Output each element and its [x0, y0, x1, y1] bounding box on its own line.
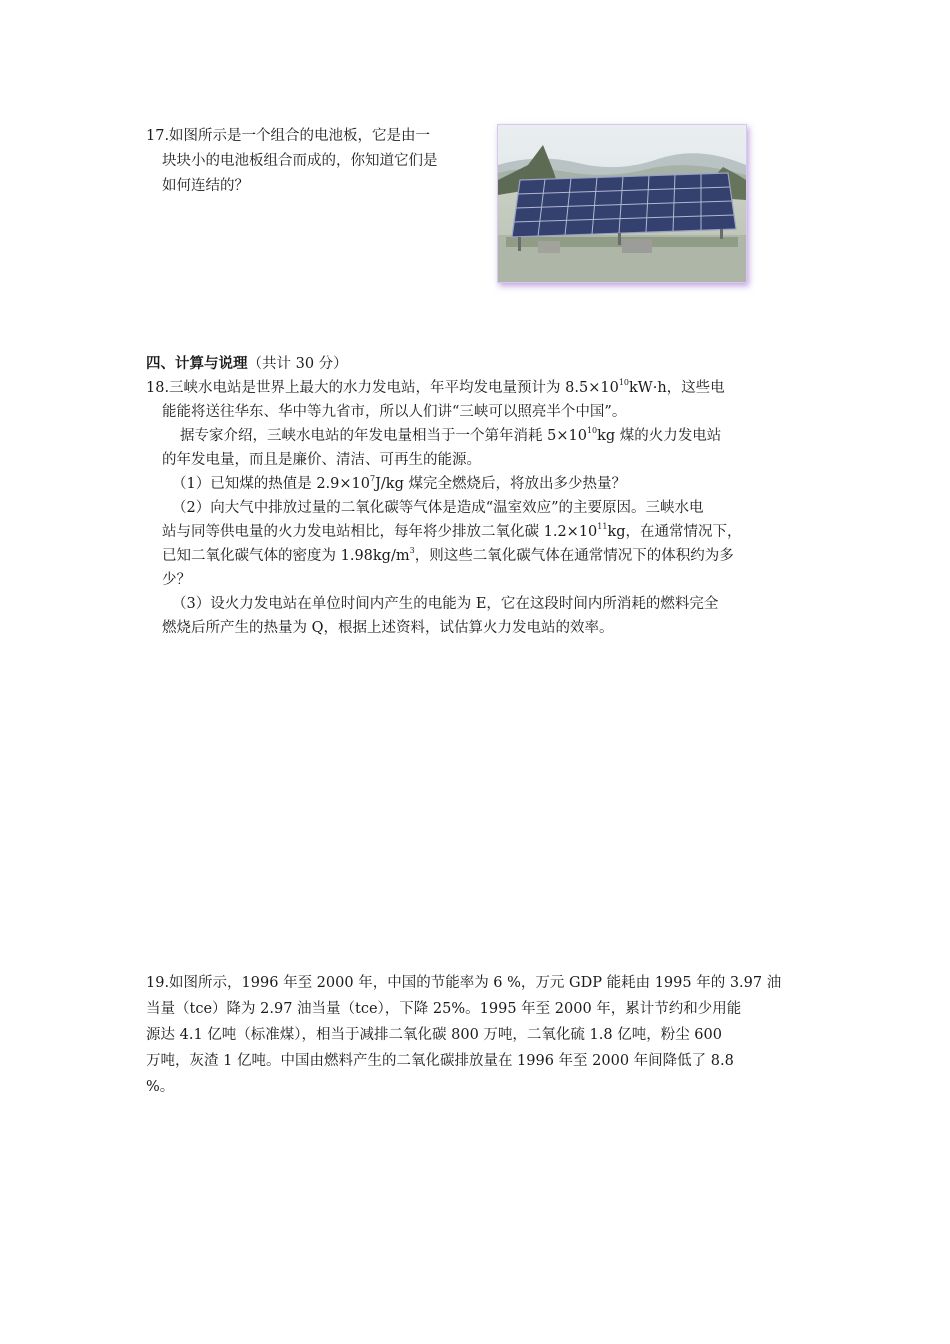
q18-line-8	[146, 544, 816, 568]
section-heading	[146, 352, 348, 376]
solar-panel-illustration	[498, 125, 746, 282]
question-19	[146, 970, 816, 1100]
solar-panel-photo	[497, 124, 747, 283]
q18-line-1-tail: kW·h，这些电	[629, 380, 725, 396]
q19-line-4: 万吨，灰渣 1 亿吨。中国由燃料产生的二氧化碳排放量在 1996 年至 2000 年间降低了 8.8	[146, 1053, 734, 1069]
q19-line-5: %。	[146, 1079, 175, 1095]
q18-line-4: 的年发电量，而且是廉价、清洁、可再生的能源。	[162, 452, 481, 468]
question-18	[146, 376, 816, 640]
q18-line-3	[146, 424, 816, 448]
q18-exponent-1: 10	[618, 378, 630, 388]
q18-exponent-5: 7	[370, 474, 376, 484]
q18-line-1-text: 18.三峡水电站是世界上最大的水力发电站，年平均发电量预计为 8.5×10	[146, 380, 619, 396]
q18-line-1	[146, 376, 816, 400]
q18-line-6: （2）向大气中排放过量的二氧化碳等气体是造成“温室效应”的主要原因。三峡水电	[172, 500, 704, 516]
q19-line-1: 19.如图所示，1996 年至 2000 年，中国的节能率为 6 %，万元 GDP 能耗由 1995 年的 3.97 油	[146, 975, 782, 991]
q18-line-11: 燃烧后所产生的热量为 Q，根据上述资料，试估算火力发电站的效率。	[162, 620, 614, 636]
q17-line-3: 如何连结的？	[162, 178, 249, 194]
q18-line-2: 能能将送往华东、华中等九省市，所以人们讲“三峡可以照亮半个中国”。	[162, 404, 627, 420]
q18-exponent-7: 11	[597, 522, 608, 532]
q18-line-7	[146, 520, 816, 544]
q18-line-5-text: （1）已知煤的热值是 2.9×10	[172, 476, 370, 492]
q17-line-1: 17.如图所示是一个组合的电池板，它是由一	[146, 128, 431, 144]
q19-line-3: 源达 4.1 亿吨（标准煤），相当于减排二氧化碳 800 万吨，二氧化硫 1.8 亿吨，粉尘 600	[146, 1027, 722, 1043]
q18-line-3-text: 据专家介绍，三峡水电站的年发电量相当于一个第年消耗 5×10	[180, 428, 587, 444]
q18-line-8-tail: ，则这些二氧化碳气体在通常情况下的体积约为多	[414, 548, 734, 564]
q18-line-3-tail: kg 煤的火力发电站	[597, 428, 722, 444]
question-17	[146, 124, 486, 199]
section-score-note: （共计 30 分）	[247, 356, 348, 372]
q18-line-8-text: 已知二氧化碳气体的密度为 1.98kg/m	[162, 548, 410, 564]
q18-line-10: （3）设火力发电站在单位时间内产生的电能为 E，它在这段时间内所消耗的燃料完全	[172, 596, 719, 612]
q18-exponent-8: 3	[409, 546, 415, 556]
q18-line-7-text: 站与同等供电量的火力发电站相比，每年将少排放二氧化碳 1.2×10	[162, 524, 598, 540]
q17-line-2: 块块小的电池板组合而成的，你知道它们是	[162, 153, 438, 169]
q19-line-2: 当量（tce）降为 2.97 油当量（tce），下降 25%。1995 年至 2000 年，累计节约和少用能	[146, 1001, 742, 1017]
q18-line-9: 少？	[162, 572, 191, 588]
section-title: 四、计算与说理	[146, 355, 248, 372]
q18-line-7-tail: kg，在通常情况下，	[607, 524, 742, 540]
q18-line-5	[146, 472, 816, 496]
q18-line-5-tail: J/kg 煤完全燃烧后，将放出多少热量？	[375, 476, 626, 492]
q18-exponent-3: 10	[586, 426, 598, 436]
